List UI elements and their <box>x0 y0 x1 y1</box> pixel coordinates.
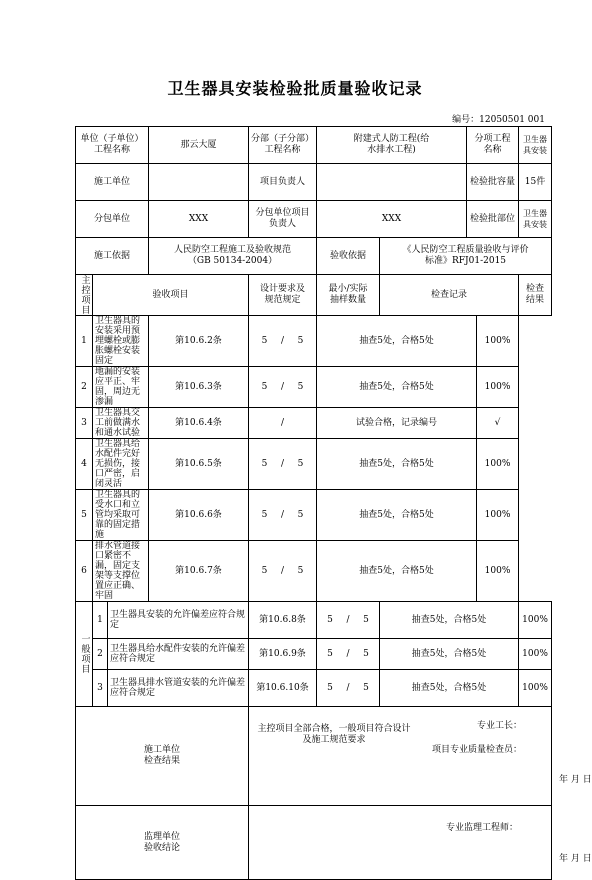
item-result: 100% <box>477 439 519 490</box>
sub-pm-label: 分包单位项目 负责人 <box>249 201 317 238</box>
item-clause: 第10.6.2条 <box>149 316 249 367</box>
item-number: 1 <box>76 316 93 367</box>
item-number: 2 <box>93 639 108 670</box>
sample-actual: 5 <box>297 381 304 392</box>
sample-min: 5 <box>327 682 333 693</box>
quality-inspector-label: 项目专业质量检查员： <box>432 745 523 755</box>
basis-value: 人民防空工程施工及验收规范 （GB 50134-2004） <box>149 238 317 275</box>
construction-date: 年 月 日 <box>559 775 592 785</box>
item-clause: 第10.6.7条 <box>149 541 249 602</box>
capacity-value: 15件 <box>519 164 552 201</box>
item-description: 卫生器具的安装采用预埋螺栓或膨胀螺栓安装固定 <box>93 316 149 367</box>
item-result: 100% <box>519 639 552 670</box>
table-row <box>76 670 552 707</box>
item-number: 2 <box>76 367 93 408</box>
item-result: 100% <box>519 602 552 639</box>
contractor-label: 施工单位 <box>76 164 149 201</box>
item-clause: 第10.6.10条 <box>249 670 317 707</box>
sample-separator: / <box>346 648 350 659</box>
part-label: 检验批部位 <box>467 201 519 238</box>
item-sample <box>249 439 317 490</box>
accept-basis-label: 验收依据 <box>317 238 380 275</box>
construction-check-row <box>76 707 552 806</box>
item-clause: 第10.6.9条 <box>249 639 317 670</box>
item-clause: 第10.6.5条 <box>149 439 249 490</box>
item-record: 抽查5处，合格5处 <box>317 316 477 367</box>
construction-check-label: 施工单位 检查结果 <box>76 707 249 806</box>
general-items-label: 一般项目 <box>76 602 93 707</box>
item-description: 卫生器具交工前做满水和通水试验 <box>93 408 149 439</box>
sample-separator: / <box>280 335 285 346</box>
item-description: 地漏的安装应平正、牢固，周边无渗漏 <box>93 367 149 408</box>
col-record-header: 检查记录 <box>380 275 519 316</box>
table-row <box>76 439 552 490</box>
contractor-value <box>149 164 249 201</box>
table-row <box>76 602 552 639</box>
sample-actual: 5 <box>363 682 369 693</box>
item-sample <box>249 316 317 367</box>
item-number: 6 <box>76 541 93 602</box>
unit-name-label: 单位（子单位） 工程名称 <box>76 127 149 164</box>
inspection-table <box>75 126 592 880</box>
item-number: 5 <box>76 490 93 541</box>
document-number: 编号：12050501 001 <box>452 115 545 125</box>
item-result: 100% <box>477 316 519 367</box>
accept-basis-value: 《人民防空工程质量验收与评价 标准》RFJ01-2015 <box>380 238 552 275</box>
item-record: 抽查5处，合格5处 <box>317 541 477 602</box>
sample-separator: / <box>280 458 285 469</box>
project-manager-value <box>317 164 467 201</box>
column-header-row <box>76 275 552 316</box>
item-sample <box>249 367 317 408</box>
sample-min: 5 <box>261 335 268 346</box>
item-clause: 第10.6.3条 <box>149 367 249 408</box>
supervision-label: 监理单位 验收结论 <box>76 806 249 880</box>
supervision-row <box>76 806 552 880</box>
main-control-label: 主控项目 <box>76 275 93 316</box>
item-number: 3 <box>76 408 93 439</box>
table-row <box>76 408 552 439</box>
col-item-header: 验收项目 <box>93 275 249 316</box>
sample-actual: 5 <box>363 648 369 659</box>
item-result: √ <box>477 408 519 439</box>
item-record: 试验合格，记录编号 <box>317 408 477 439</box>
table-row <box>76 639 552 670</box>
sample-actual: 5 <box>297 509 304 520</box>
project-manager-label: 项目负责人 <box>249 164 317 201</box>
item-sample <box>249 408 317 439</box>
item-result: 100% <box>519 670 552 707</box>
item-record: 抽查5处，合格5处 <box>380 670 519 707</box>
item-record: 抽查5处，合格5处 <box>317 367 477 408</box>
item-clause: 第10.6.6条 <box>149 490 249 541</box>
item-number: 1 <box>93 602 108 639</box>
sample-separator: / <box>346 682 350 693</box>
item-record: 抽查5处，合格5处 <box>317 439 477 490</box>
item-description: 卫生器具给水配件完好无损伤，接口严密，启闭灵活 <box>93 439 149 490</box>
header-row-4 <box>76 238 552 275</box>
sample-actual: 5 <box>297 458 304 469</box>
col-result-header: 检查 结果 <box>519 275 552 316</box>
item-number: 4 <box>76 439 93 490</box>
item-sample <box>317 639 380 670</box>
item-description: 卫生器具排水管道安装的允许偏差应符合规定 <box>108 670 249 707</box>
subcontractor-value: XXX <box>149 201 249 238</box>
supervision-date: 年 月 日 <box>559 854 592 864</box>
table-row <box>76 316 552 367</box>
item-sample <box>317 602 380 639</box>
item-number: 3 <box>93 670 108 707</box>
sample-actual: 5 <box>297 335 304 346</box>
unit-name-value: 那云大厦 <box>149 127 249 164</box>
item-record: 抽查5处，合格5处 <box>317 490 477 541</box>
sample-min: 5 <box>261 458 268 469</box>
sample-min: 5 <box>261 381 268 392</box>
table-row <box>76 490 552 541</box>
sample-separator: / <box>346 614 350 625</box>
capacity-label: 检验批容量 <box>467 164 519 201</box>
item-sample <box>249 541 317 602</box>
construction-check-text: 主控项目全部合格，一般项目符合设计 及施工规范要求 <box>257 724 411 745</box>
sub-pm-value: XXX <box>317 201 467 238</box>
item-result: 100% <box>477 541 519 602</box>
item-result: 100% <box>477 490 519 541</box>
subitem-value: 卫生器具安装 <box>519 127 552 164</box>
page-title: 卫生器具安装检验批质量验收记录 <box>167 79 423 98</box>
foreman-label: 专业工长： <box>477 721 523 731</box>
item-description: 卫生器具给水配件安装的允许偏差应符合规定 <box>108 639 249 670</box>
sample-min: 5 <box>261 509 268 520</box>
header-row-1 <box>76 127 552 164</box>
item-result: 100% <box>477 367 519 408</box>
table-row <box>76 367 552 408</box>
item-sample <box>249 490 317 541</box>
sample-separator: / <box>280 509 285 520</box>
header-row-2 <box>76 164 552 201</box>
table-row <box>76 541 552 602</box>
sample-separator: / <box>280 565 285 576</box>
part-value: 卫生器具安装 <box>519 201 552 238</box>
subitem-label: 分项工程 名称 <box>467 127 519 164</box>
sample-min: 5 <box>327 614 333 625</box>
item-description: 卫生器具的受水口和立管均采取可靠的固定措施 <box>93 490 149 541</box>
sample-min: 5 <box>327 648 333 659</box>
col-design-header: 设计要求及 规范规定 <box>249 275 317 316</box>
item-description: 排水管道接口紧密不漏，固定支架等支撑位置应正确、牢固 <box>93 541 149 602</box>
item-record: 抽查5处，合格5处 <box>380 602 519 639</box>
col-sample-header: 最小/实际 抽样数量 <box>317 275 380 316</box>
subdivision-value: 附建式人防工程(给 水排水工程) <box>317 127 467 164</box>
subcontractor-label: 分包单位 <box>76 201 149 238</box>
supervision-engineer-label: 专业监理工程师： <box>446 823 519 833</box>
item-sample <box>317 670 380 707</box>
sample-separator: / <box>280 417 285 428</box>
item-record: 抽查5处，合格5处 <box>380 639 519 670</box>
header-row-3 <box>76 201 552 238</box>
sample-separator: / <box>280 381 285 392</box>
sample-min: 5 <box>261 565 268 576</box>
sample-actual: 5 <box>297 565 304 576</box>
item-clause: 第10.6.4条 <box>149 408 249 439</box>
item-description: 卫生器具安装的允许偏差应符合规定 <box>108 602 249 639</box>
item-clause: 第10.6.8条 <box>249 602 317 639</box>
sample-actual: 5 <box>363 614 369 625</box>
subdivision-label: 分部（子分部） 工程名称 <box>249 127 317 164</box>
basis-label: 施工依据 <box>76 238 149 275</box>
